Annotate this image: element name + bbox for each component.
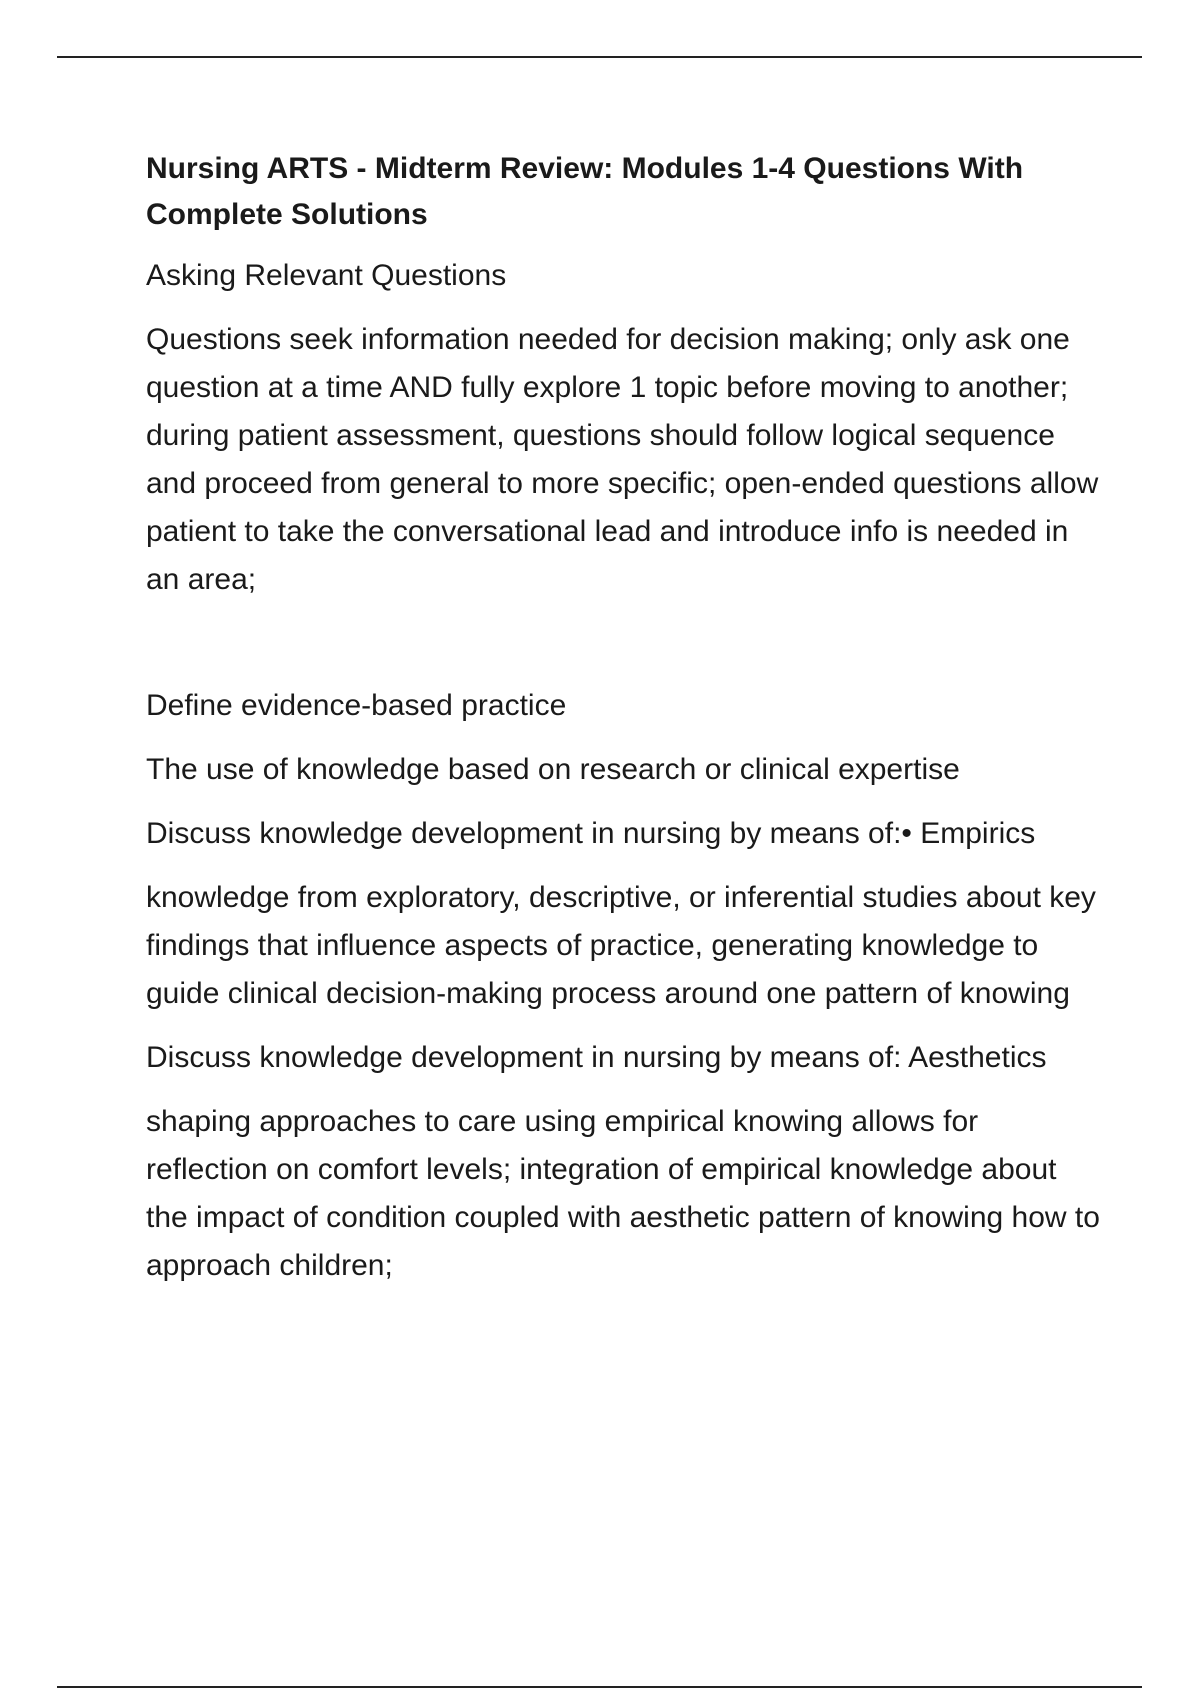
document-title: Nursing ARTS - Midterm Review: Modules 1-4 Questions With Complete Solutions <box>146 152 1024 231</box>
question-text: Define evidence-based practice <box>146 689 567 722</box>
question-text: Discuss knowledge development in nursing by means of:• Empirics <box>146 817 1036 850</box>
document-body <box>146 146 1101 1306</box>
answer-text: The use of knowledge based on research or clinical expertise <box>146 753 960 786</box>
question-text: Asking Relevant Questions <box>146 259 507 292</box>
question-text: Discuss knowledge development in nursing by means of: Aesthetics <box>146 1041 1047 1074</box>
header-rule <box>57 56 1142 58</box>
answer-text: knowledge from exploratory, descriptive, or inferential studies about key findings that influence aspects of practice, generating knowledge to guide clinical decision-making process around one pattern of knowing <box>146 881 1096 1010</box>
answer-text: shaping approaches to care using empirical knowing allows for reflection on comfort levels; integration of empirical knowledge about the impact of condition coupled with aesthetic pattern of knowing how to approach children; <box>146 1105 1100 1282</box>
answer-text: Questions seek information needed for decision making; only ask one question at a time AND fully explore 1 topic before moving to another; during patient assessment, questions should follow logical sequence and proceed from general to more specific; open-ended questions allow patient to take the conversational lead and introduce info is needed in an area; <box>146 323 1099 596</box>
footer-rule <box>57 1686 1142 1688</box>
section-gap <box>146 620 1101 682</box>
